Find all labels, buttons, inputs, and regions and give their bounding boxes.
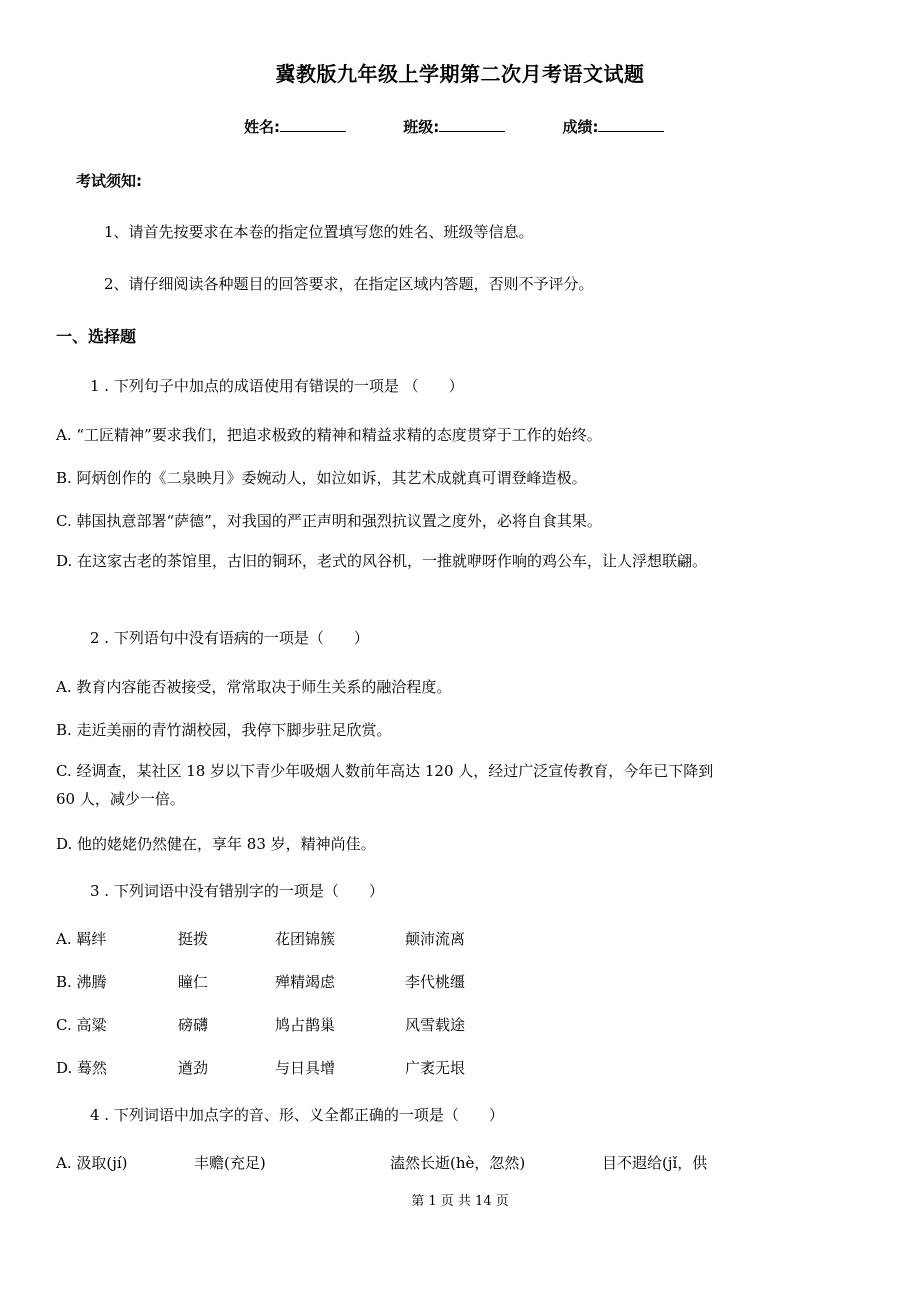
notice-item-1: 1、请首先按要求在本卷的指定位置填写您的姓名、班级等信息。	[104, 223, 534, 241]
notice-item-2: 2、请仔细阅读各种题目的回答要求，在指定区域内答题，否则不予评分。	[104, 275, 594, 293]
option-word-3: 花团锦簇	[275, 930, 336, 948]
question-2-option-a: A. 教育内容能否被接受，常常取决于师生关系的融洽程度。	[56, 678, 452, 696]
option-word-2: 遒劲	[178, 1059, 209, 1077]
option-word-2: 磅礴	[178, 1016, 209, 1034]
option-word-4: 李代桃缰	[405, 973, 466, 991]
class-label: 班级:	[403, 118, 440, 136]
question-1-option-a: A. “工匠精神”要求我们，把追求极致的精神和精益求精的态度贯穿于工作的始终。	[56, 426, 602, 444]
class-field[interactable]	[403, 116, 505, 137]
question-1-option-b: B. 阿炳创作的《二泉映月》委婉动人，如泣如诉，其艺术成就真可谓登峰造极。	[56, 469, 587, 487]
notice-heading: 考试须知:	[76, 172, 142, 190]
option-word-4: 广袤无垠	[405, 1059, 466, 1077]
question-2-option-c: C. 经调查，某社区 18 岁以下青少年吸烟人数前年高达 120 人，经过广泛宣传教育，今年已下降到 60 人，减少一倍。	[56, 762, 714, 808]
question-1-option-c: C. 韩国执意部署“萨德”，对我国的严正声明和强烈抗议置之度外，必将自食其果。	[56, 512, 602, 530]
option-word-3: 溘然长逝(hè，忽然)	[390, 1154, 526, 1172]
option-label-word: B. 沸腾	[56, 973, 107, 991]
score-blank[interactable]	[598, 117, 664, 132]
option-word-3: 殚精竭虑	[275, 973, 336, 991]
option-label-word: D. 蓦然	[56, 1059, 108, 1077]
question-4-stem: 4 . 下列词语中加点字的音、形、义全都正确的一项是（ ）	[90, 1106, 504, 1124]
student-info-row	[244, 116, 716, 137]
option-word-4: 颠沛流离	[405, 930, 466, 948]
question-2-option-b: B. 走近美丽的青竹湖校园，我停下脚步驻足欣赏。	[56, 721, 392, 739]
score-label: 成绩:	[562, 118, 599, 136]
option-word-2: 挺拨	[178, 930, 209, 948]
name-blank[interactable]	[280, 117, 346, 132]
option-label-word: A. 羁绊	[56, 930, 107, 948]
name-field[interactable]	[244, 116, 346, 137]
page-footer: 第 1 页 共 14 页	[411, 1194, 509, 1209]
option-label-word: A. 汲取(jí)	[56, 1154, 128, 1172]
name-label: 姓名:	[244, 118, 280, 136]
question-1-option-d: D. 在这家古老的茶馆里，古旧的铜环，老式的风谷机，一推就咿呀作响的鸡公车，让人浮想联翩。	[56, 552, 708, 570]
option-word-4: 风雪载途	[405, 1016, 466, 1034]
section-heading: 一、选择题	[56, 327, 137, 346]
option-word-2: 瞳仁	[178, 973, 209, 991]
question-1-stem: 1 . 下列句子中加点的成语使用有错误的一项是 （ ）	[90, 377, 464, 395]
option-word-4: 目不遐给(jǐ，供	[602, 1154, 708, 1172]
page-title: 冀教版九年级上学期第二次月考语文试题	[275, 62, 645, 86]
class-blank[interactable]	[439, 117, 505, 132]
option-word-2: 丰赡(充足)	[194, 1154, 266, 1172]
question-2-stem: 2 . 下列语句中没有语病的一项是（ ）	[90, 629, 369, 647]
question-2-option-d: D. 他的姥姥仍然健在，享年 83 岁，精神尚佳。	[56, 835, 376, 853]
option-label-word: C. 高粱	[56, 1016, 107, 1034]
question-3-stem: 3 . 下列词语中没有错别字的一项是（ ）	[90, 882, 384, 900]
option-word-3: 与日具增	[275, 1059, 336, 1077]
score-field[interactable]	[562, 116, 664, 137]
option-word-3: 鸠占鹊巢	[275, 1016, 336, 1034]
